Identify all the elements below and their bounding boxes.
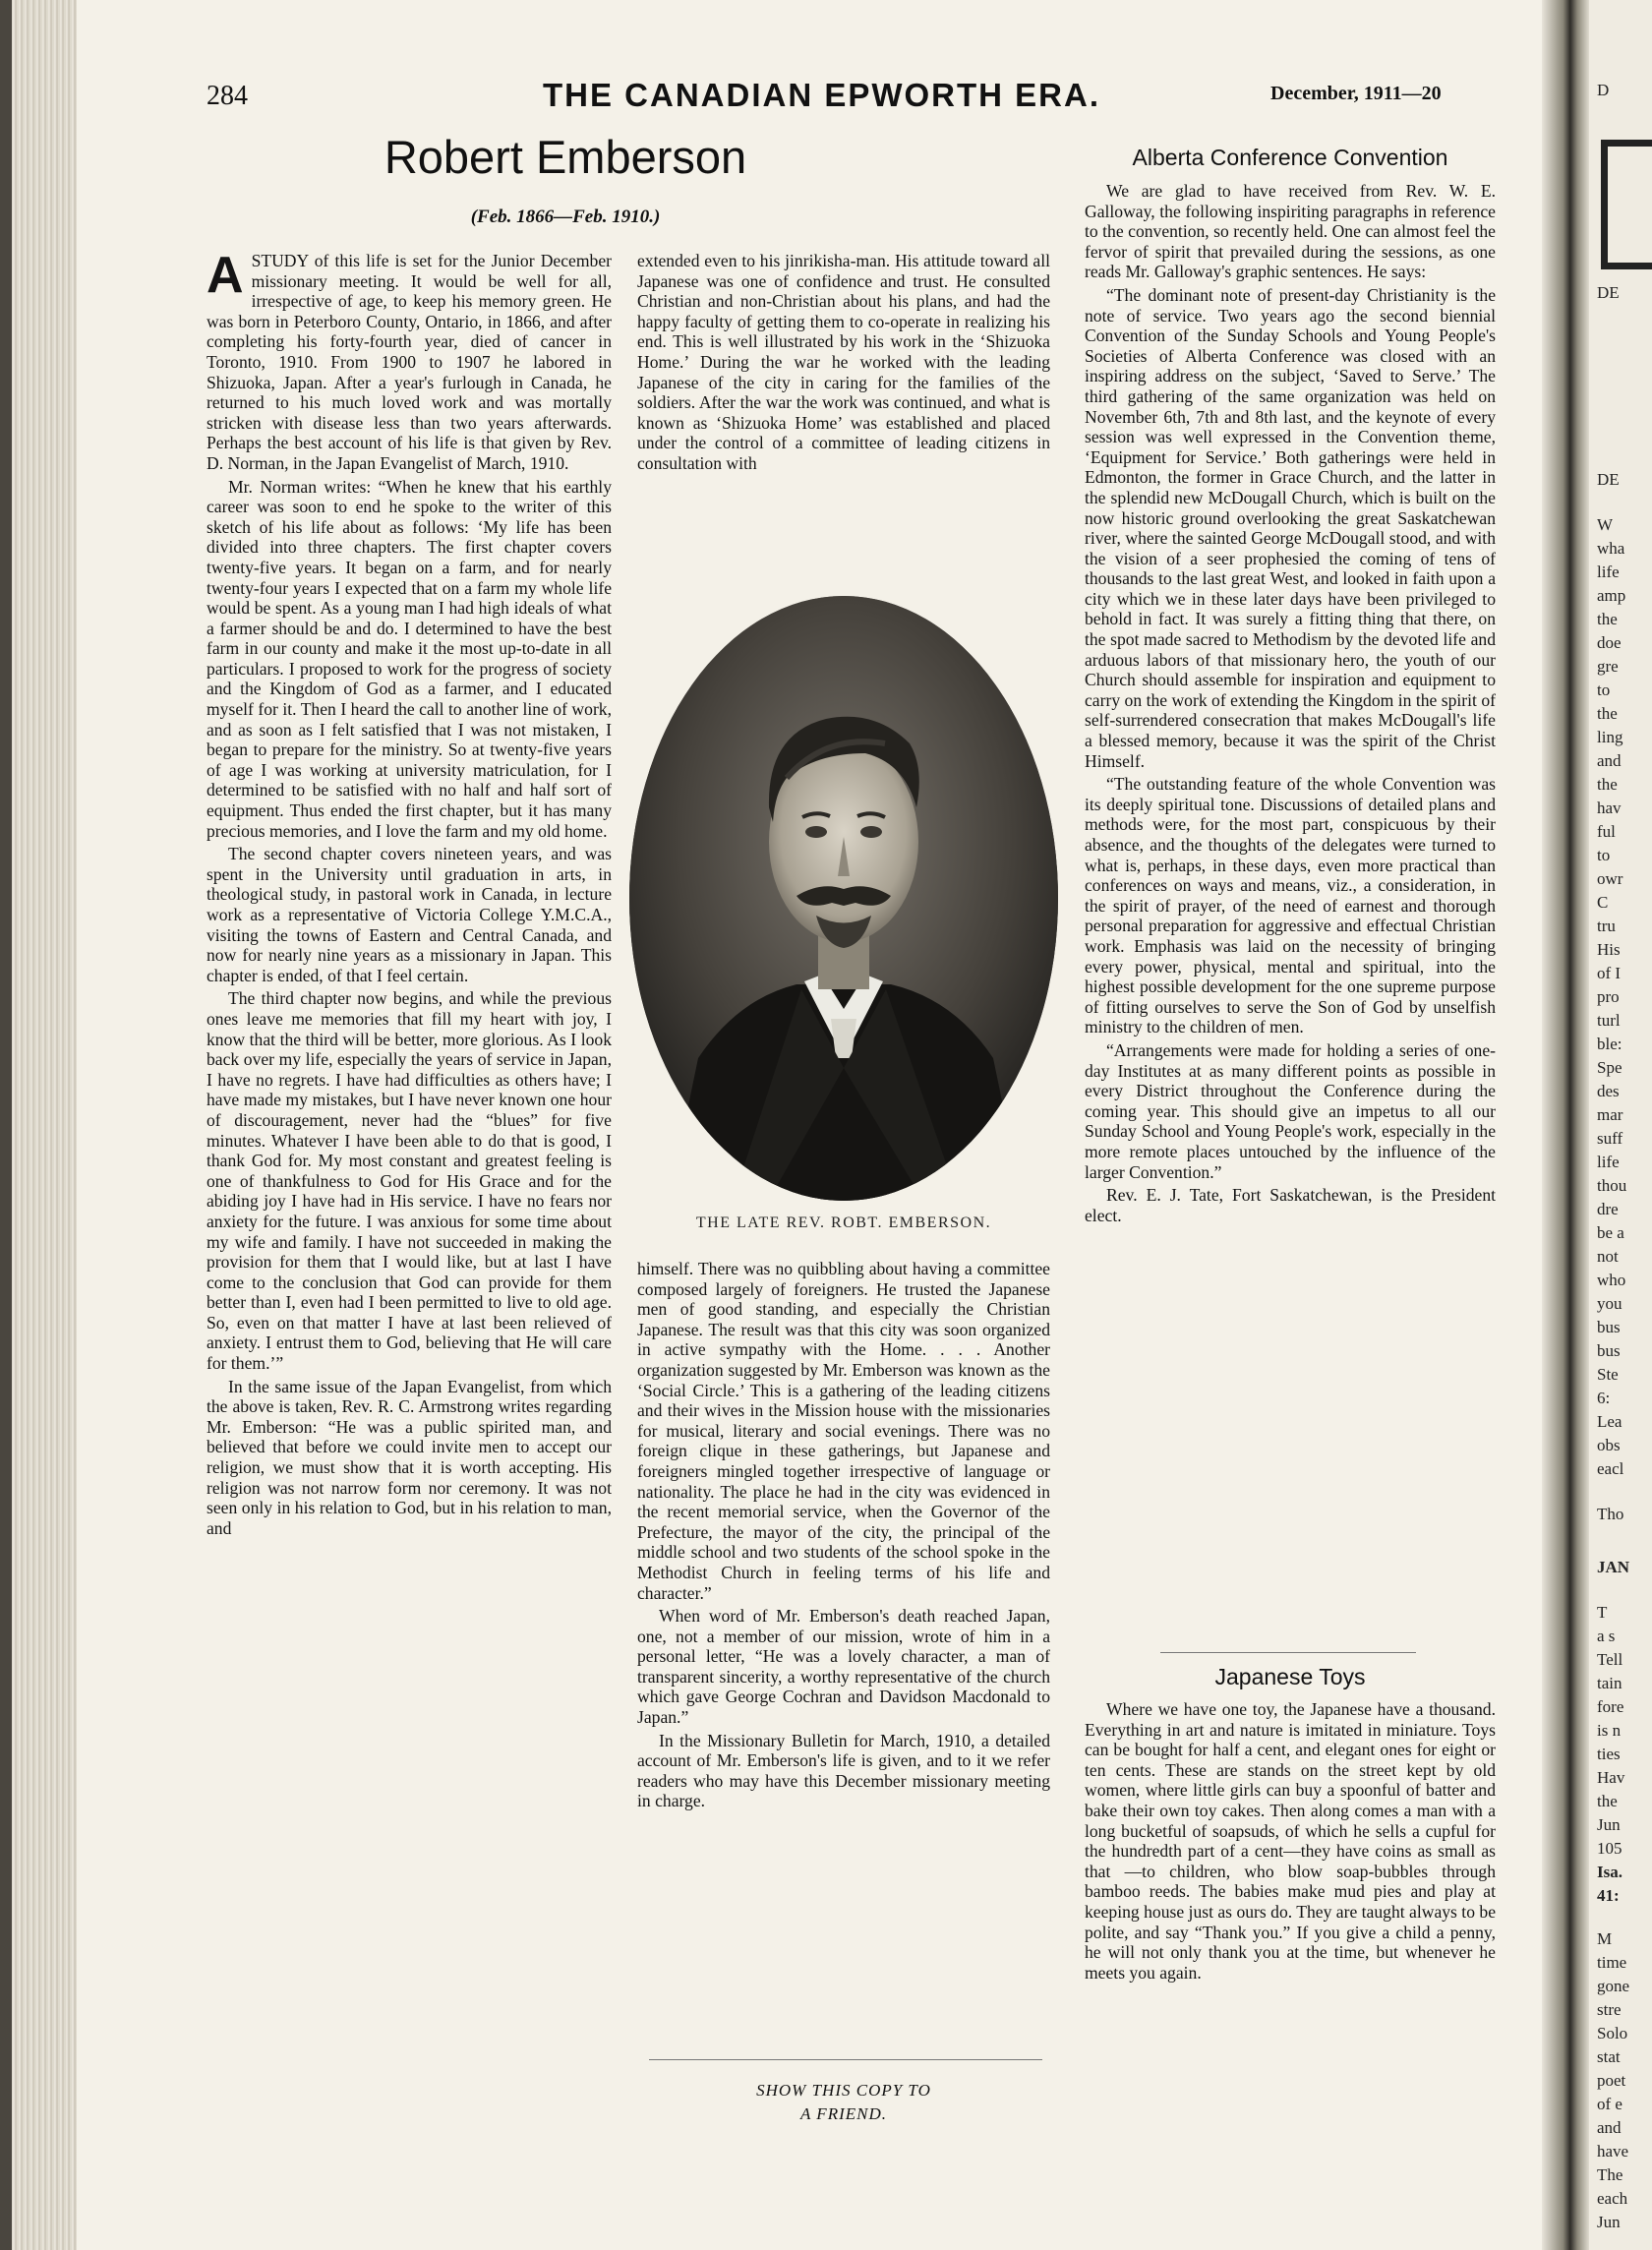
facing-page-fragment: Tho — [1597, 1505, 1624, 1523]
facing-page-fragment: DE — [1597, 470, 1620, 489]
facing-page-fragment: pro — [1597, 987, 1620, 1006]
toys-section-title: Japanese Toys — [1214, 1664, 1366, 1689]
facing-page-fragment: 6: — [1597, 1389, 1611, 1407]
facing-page-fragment: stat — [1597, 2047, 1621, 2066]
toys-column — [1085, 1699, 1496, 1985]
facing-page-fragment: Jun — [1597, 2213, 1621, 2231]
article-title: Robert Emberson — [384, 131, 747, 183]
facing-page-fragment: DE — [1597, 283, 1620, 302]
facing-page-fragment: Hav — [1597, 1768, 1625, 1787]
facing-page-fragment: the — [1597, 1792, 1618, 1810]
facing-page-fragment: who — [1597, 1271, 1626, 1289]
article-paragraph: Mr. Norman writes: “When he knew that his earthly career was soon to end he spoke to the writer of this sketch of his life about as follows: ‘My life has been divided into three chapters. The first chapter covers twenty-five years. It began on a farm, and for nearly twenty-four years I expected that on a farm my whole life would be spent. As a young man I had high ideals of what a farmer should be and do. I determined to have the best farm in our county and make it the most up-to-date in all particulars. I proposed to work for the progress of society and the Kingdom of God as a farmer, and I educated myself for it. Then I heard the call to another line of work, and as soon as I felt satisfied that I was not mistaken, I began to prepare for the ministry. So at twenty-five years of age I was working at university matriculation, for I determined to be satisfied with no half and half sort of equipment. Thus ended the first chapter, but it has many precious memories, and I love the farm and my old home. — [206, 476, 612, 841]
facing-page-fragment: the — [1597, 610, 1618, 628]
facing-page-fragment: The — [1597, 2165, 1623, 2184]
facing-page-fragment: Spe — [1597, 1058, 1622, 1077]
article-paragraph: When word of Mr. Emberson's death reached Japan, one, not a member of our mission, wrote of him in a personal letter, “He was a lovely character, a man of transparent sincerity, a worthy representative of the church which gave George Cochran and Davidson Macdonald to Japan.” — [637, 1606, 1050, 1728]
facing-page-fragment: the — [1597, 704, 1618, 723]
facing-page-fragment: hav — [1597, 799, 1622, 817]
facing-page-fragment: the — [1597, 775, 1618, 794]
facing-page-fragment: Solo — [1597, 2024, 1628, 2043]
facing-page-fragment: poet — [1597, 2071, 1626, 2090]
article-paragraph: In the same issue of the Japan Evangelist, from which the above is taken, Rev. R. C. Armstrong writes regarding Mr. Emberson: “He was a public spirited man, and believed that before we could invite men to accept our religion, we must show that it is worth accepting. His religion was not narrow form nor ceremony. It was not seen only in his relation to God, but in his relation to man, and — [206, 1376, 612, 1538]
toys-paragraph: Where we have one toy, the Japanese have a thousand. Everything in art and nature is imitated in miniature. Toys can be bought for half a cent, and elegant ones for eight or ten cents. These are stands on the street kept by old women, where little girls can buy a spoonful of batter and bake their own toy cakes. Then along comes a man with a long bucketful of soapsuds, of which he sells a cupful for the hundredth part of a cent—they have coins as small as that —to children, who blow soap-bubbles through bamboo reeds. The babies make mud pies and play at keeping house just as ours do. They are taught always to be polite, and say “Thank you.” If you give a child a penny, he will not only thank you at the time, but whenever he meets you again. — [1085, 1699, 1496, 1983]
article-dates: (Feb. 1866—Feb. 1910.) — [470, 207, 661, 227]
facing-page-fragment: life — [1597, 1153, 1620, 1171]
article-column-1 — [206, 247, 612, 1541]
facing-page-fragment: bus — [1597, 1318, 1621, 1336]
portrait-photo — [629, 596, 1058, 1201]
facing-page-fragment: life — [1597, 562, 1620, 581]
facing-page-fragment: and — [1597, 751, 1622, 770]
masthead: THE CANADIAN EPWORTH ERA. — [543, 77, 1100, 113]
facing-page-fragment: His — [1597, 940, 1621, 959]
article-paragraph: The third chapter now begins, and while the previous ones leave me memories that fill my heart with joy, I know that the third will be better, more glorious. As I look back over my life, especially the years of service in Japan, I have no regrets. I have had difficulties as others have; I have made my mistakes, but I have never known one hour of discouragement, never had the “blues” for five minutes. Whatever I have been able to do that is good, I thank God for. My most constant and greatest feeling is one of thankfulness to God for His Grace and for the abiding joy I have had in His service. I have no fears nor anxiety for the future. I was anxious for some time about my wife and family. I have not succeeded in making the provision for them that I would like, but at last I have come to the conclusion that God can provide for them better than I, even had I been permitted to live to old age. So, even on that matter I have at last been relieved of anxiety. I entrust them to God, believing that He will care for them.’” — [206, 988, 612, 1374]
alberta-paragraph: “Arrangements were made for holding a series of one-day Institutes at as many different points as possible in every District throughout the Conference during the coming year. This should give an impetus to all our Sunday School and Young People's work, especially in the more remote places untouched by the influence of the larger Convention.” — [1085, 1039, 1496, 1182]
facing-page-fragment: tain — [1597, 1674, 1622, 1692]
facing-page-fragment: eacl — [1597, 1459, 1624, 1478]
facing-page-fragment: dre — [1597, 1200, 1619, 1218]
drop-cap: A — [206, 247, 244, 304]
facing-page-fragment: JAN — [1597, 1558, 1630, 1576]
facing-page-fragment: gre — [1597, 657, 1619, 676]
article-paragraph: himself. There was no quibbling about having a committee composed largely of foreigners. He trusted the Japanese men of good standing, and especially the Christian Japanese. The result was that this city was soon organized in active sympathy with the Home. . . . Another organization suggested by Mr. Emberson was known as the ‘Social Circle.’ This is a gathering of the leading citizens and their wives in the Mission house with the missionaries for musical, literary and social evenings. There was no foreign clique in these gatherings, but Japanese and foreigners mingled together irrespective of language or nationality. The place he had in the city was evidenced in the recent memorial service, when the Governor of the Prefecture, the mayor of the city, the principal of the middle school and two students of the school spoke in the Methodist Church in feeling terms of his life and character.” — [637, 1259, 1050, 1603]
facing-page-fragment: each — [1597, 2189, 1628, 2208]
article-paragraph: In the Missionary Bulletin for March, 1910, a detailed account of Mr. Emberson's life is given, and to it we refer readers who may have this December missionary meeting in charge. — [637, 1730, 1050, 1811]
facing-page-fragment: wha — [1597, 539, 1625, 558]
alberta-paragraph: “The dominant note of present-day Christianity is the note of service. Two years ago the second biennial Convention of the Sunday Schools and Young People's Societies of Alberta Conference was closed with an inspiring address on the subject, ‘Saved to Serve.’ The third gathering of the same organization was held on November 6th, 7th and 8th last, and the keynote of every session was well expressed in the Convention theme, ‘Equipment for Service.’ Both gatherings were held in Edmonton, the former in Grace Church, and the latter in the splendid new McDougall Church, which is built on the now historic ground overlooking the great Saskatchewan river, where the sainted George McDougall stood, and with the vision of a seer prophesied the coming of tens of thousands to the last great West, and looked in faith upon a city which we in these later days have been privileged to behold in fact. It was surely a fitting thing that there, on the spot made sacred to Methodism by the devoted life and arduous labors of that missionary hero, the youth of our Church should assemble for inspiration and equipment to carry on the work of extending the Kingdom in the spirit of self-surrendered consecration that makes McDougall's life a blessed memory, because it was the spirit of the Christ Himself. — [1085, 284, 1496, 771]
page-header — [206, 77, 1485, 116]
article-paragraph: The second chapter covers nineteen years, and was spent in the University until graduation in arts, in theological study, in pastoral work in Canada, in lecture work as a representative of Victoria College Y.M.C.A., visiting the towns of Eastern and Central Canada, and now for nearly nine years as a missionary in Japan. This chapter is ended, of that I feel certain. — [206, 844, 612, 985]
article-column-2-bottom — [637, 1259, 1050, 1814]
facing-page-fragment: bus — [1597, 1341, 1621, 1360]
divider-rule — [649, 2059, 1042, 2060]
facing-page-fragment: of e — [1597, 2095, 1622, 2113]
facing-page-fragment: ties — [1597, 1745, 1621, 1763]
facing-page-fragment: have — [1597, 2142, 1629, 2161]
facing-page-fragment: doe — [1597, 633, 1622, 652]
facing-page-fragment: ble: — [1597, 1035, 1622, 1053]
facing-page-fragment: Ste — [1597, 1365, 1619, 1384]
facing-page-fragment: time — [1597, 1953, 1627, 1972]
facing-page-fragment: be a — [1597, 1223, 1624, 1242]
facing-page-fragment: Lea — [1597, 1412, 1622, 1431]
facing-page-fragment: 105 — [1597, 1839, 1622, 1858]
alberta-column — [1085, 181, 1496, 1228]
issue-date: December, 1911—20 — [1270, 83, 1442, 104]
facing-page-fragment: is n — [1597, 1721, 1622, 1740]
portrait-illustration — [629, 596, 1058, 1201]
alberta-paragraph: Rev. E. J. Tate, Fort Saskatchewan, is the President elect. — [1085, 1185, 1496, 1225]
alberta-paragraph: “The outstanding feature of the whole Convention was its deeply spiritual tone. Discussions of detailed plans and methods were, for the most part, conspicuous by their absence, and the thoughts of the delegates were turned to what is, perhaps, in these days, even more practical than conferences on ways and means, viz., a consideration, in the spirit of prayer, of the need of earnest and thorough personal preparation for aggressive and effectual Christian work. Emphasis was laid on the necessity of bringing every power, physical, mental and spiritual, into the highest possible development for the one supreme purpose of fitting ourselves to serve the Son of God by unselfish ministry to the children of men. — [1085, 774, 1496, 1037]
facing-page-fragment: thou — [1597, 1176, 1627, 1195]
facing-page-fragment: turl — [1597, 1011, 1621, 1030]
book-spine-shadow — [0, 0, 12, 2250]
facing-page-fragment: a s — [1597, 1627, 1616, 1645]
facing-page-fragment: Isa. — [1597, 1863, 1622, 1881]
facing-page-fragment: mar — [1597, 1105, 1623, 1124]
facing-page-fragment: suff — [1597, 1129, 1623, 1148]
show-copy-line: A FRIEND. — [799, 2104, 887, 2123]
alberta-paragraph: We are glad to have received from Rev. W. E. Galloway, the following inspiriting paragraphs in reference to the convention, so recently held. One can almost feel the fervor of spirit that prevailed during the sessions, as one reads Mr. Galloway's graphic sentences. He says: — [1085, 181, 1496, 282]
facing-page-fragment: fore — [1597, 1697, 1624, 1716]
facing-page-fragment: you — [1597, 1294, 1622, 1313]
show-copy-notice — [637, 2079, 1050, 2126]
book-gutter — [1542, 0, 1589, 2250]
facing-page-fragment: gone — [1597, 1977, 1630, 1995]
page-number: 284 — [206, 81, 248, 111]
facing-page-fragment: ful — [1597, 822, 1616, 841]
facing-page-edge — [1589, 0, 1652, 2250]
facing-page-fragment: des — [1597, 1082, 1620, 1100]
facing-page-fragment: tru — [1597, 917, 1616, 935]
facing-page-fragment: to — [1597, 681, 1611, 699]
facing-page-fragment: owr — [1597, 869, 1623, 888]
facing-page-fragment: not — [1597, 1247, 1619, 1266]
facing-page-fragment: to — [1597, 846, 1611, 864]
facing-page-fragment: M — [1597, 1929, 1613, 1948]
facing-page-fragment: Jun — [1597, 1815, 1621, 1834]
photo-caption: THE LATE REV. ROBT. EMBERSON. — [695, 1214, 992, 1231]
facing-page-fragment: T — [1597, 1603, 1608, 1622]
alberta-section-title: Alberta Conference Convention — [1132, 145, 1448, 170]
facing-page-fragment: D — [1597, 81, 1610, 99]
facing-page-fragment: amp — [1597, 586, 1626, 605]
facing-page-frame — [1601, 140, 1652, 269]
facing-page-fragment: stre — [1597, 2000, 1622, 2019]
divider-rule — [1160, 1652, 1416, 1653]
facing-page-fragment: of I — [1597, 964, 1622, 982]
facing-page-fragment: W — [1597, 515, 1614, 534]
show-copy-line: SHOW THIS COPY TO — [756, 2081, 931, 2100]
facing-page-fragment: Tell — [1597, 1650, 1623, 1669]
article-paragraph: ASTUDY of this life is set for the Junior December missionary meeting. It would be well for all, irrespective of age, to keep his memory green. He was born in Peterboro County, Ontario, in 1866, and after completing his forty-fourth year, died of cancer in Toronto, 1910. From 1900 to 1907 he labored in Shizuoka, Japan. After a year's furlough in Canada, he returned to his much loved work and was mortally stricken with disease less than two years afterwards. Perhaps the best account of his life is that given by Rev. D. Norman, in the Japan Evangelist of March, 1910. — [206, 247, 612, 473]
facing-page-fragment: C — [1597, 893, 1609, 912]
facing-page-fragment: obs — [1597, 1436, 1621, 1454]
facing-page-fragment: 41: — [1597, 1886, 1620, 1905]
article-paragraph: extended even to his jinrikisha-man. His attitude toward all Japanese was one of confidence and trust. He consulted Christian and non-Christian about his plans, and had the happy faculty of getting them to co-operate in realizing his end. This is well illustrated by his work in the ‘Shizuoka Home.’ During the war he worked with the leading Japanese of the city in caring for the families of the soldiers. After the war the work was continued, and what is known as ‘Shizuoka Home’ was established and placed under the control of a committee of leading citizens in consultation with — [637, 251, 1050, 473]
facing-page-fragment: ling — [1597, 728, 1623, 746]
article-column-2-top — [637, 251, 1050, 477]
facing-page-fragment: and — [1597, 2118, 1622, 2137]
